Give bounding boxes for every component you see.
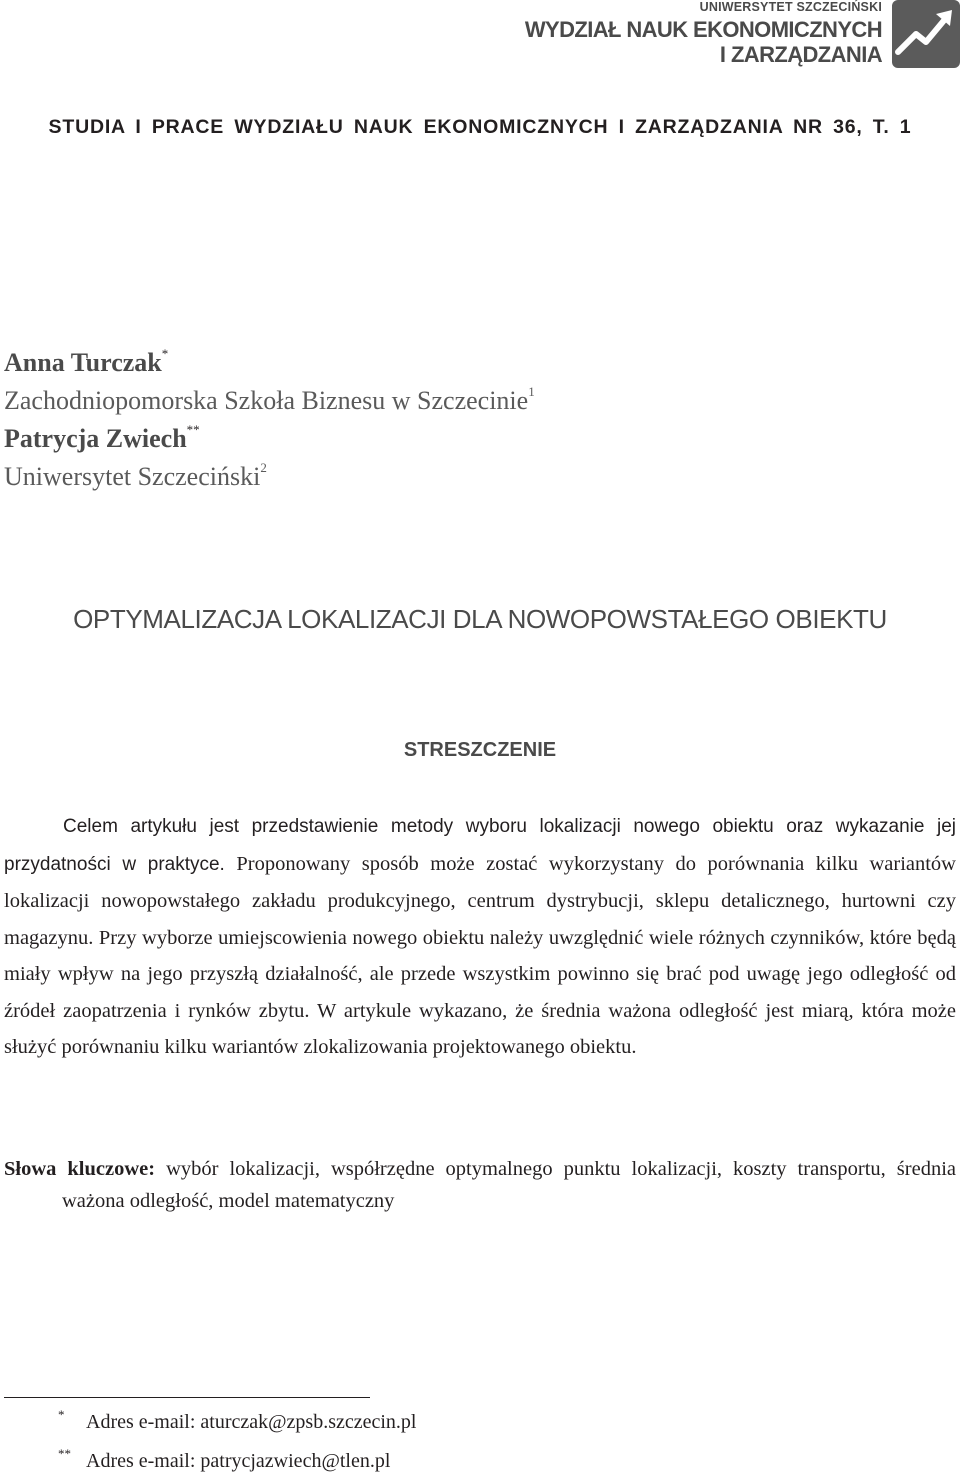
logo-faculty-name-line2: I ZARZĄDZANIA — [719, 42, 882, 67]
author-2-footnote-mark: ** — [186, 422, 200, 437]
abstract-part-1: Celem artykułu jest przedstawienie metody wyboru lokalizacji nowego obiektu oraz wykazanie jej przydatności w praktyce. — [4, 816, 956, 875]
author-2-name: Patrycja Zwiech — [4, 424, 187, 453]
authors-block — [4, 344, 535, 496]
author-2-affiliation-ref: 2 — [260, 460, 267, 475]
author-1-affiliation — [4, 382, 535, 420]
author-1-footnote-mark: * — [161, 346, 169, 361]
journal-header: STUDIA I PRACE WYDZIAŁU NAUK EKONOMICZNYCH I ZARZĄDZANIA NR 36, T. 1 — [48, 116, 912, 138]
author-2-affiliation-text: Uniwersytet Szczeciński — [4, 462, 261, 491]
author-1 — [4, 344, 535, 382]
faculty-logo — [500, 0, 960, 80]
abstract-text — [4, 808, 956, 1066]
author-2 — [4, 420, 535, 458]
logo-faculty-name-line1: WYDZIAŁ NAUK EKONOMICZNYCH — [524, 17, 882, 42]
abstract-part-2: Proponowany sposób może zostać wykorzystany do porównania kilku wariantów lokalizacji nowopowstałego zakładu produkcyjnego, centrum dystrybucji, sklepu detalicznego, hurtowni czy magazynu. Przy wyborze umiejscowienia nowego obiektu należy uwzględnić wiele różnych czynników, które będą miały wpływ na jego przyszłą działalność, ale przede wszystkim powinno się brać pod uwagę jego odległość od źródeł zaopatrzenia i rynków zbytu. W artykule wykazano, że średnia ważona odległość jest miarą, która może służyć porównaniu kilku wariantów zlokalizowania projektowanego obiektu. — [4, 852, 956, 1058]
author-1-affiliation-ref: 1 — [528, 384, 535, 399]
keywords-text: wybór lokalizacji, współrzędne optymalnego punktu lokalizacji, koszty transportu, średnia ważona odległość, model matematyczny — [62, 1158, 956, 1212]
footnote-divider — [4, 1397, 370, 1398]
keywords — [4, 1153, 956, 1217]
footnote-1 — [58, 1407, 417, 1434]
footnote-2-text: Adres e-mail: patrycjazwiech@tlen.pl — [86, 1450, 391, 1472]
footnote-1-mark: * — [58, 1407, 65, 1422]
rising-arrow-logo-icon — [892, 0, 960, 68]
keywords-label: Słowa kluczowe: — [4, 1158, 156, 1180]
author-2-affiliation — [4, 458, 535, 496]
footnote-2-mark: ** — [58, 1446, 71, 1461]
logo-university-name: UNIWERSYTET SZCZECIŃSKI — [699, 0, 882, 14]
author-1-name: Anna Turczak — [4, 348, 162, 377]
author-1-affiliation-text: Zachodniopomorska Szkoła Biznesu w Szczecinie — [4, 386, 529, 415]
footnote-1-text: Adres e-mail: aturczak@zpsb.szczecin.pl — [86, 1411, 417, 1433]
abstract-heading: STRESZCZENIE — [403, 739, 557, 761]
footnote-2 — [58, 1446, 390, 1473]
article-title: OPTYMALIZACJA LOKALIZACJI DLA NOWOPOWSTAŁEGO OBIEKTU — [73, 604, 887, 634]
